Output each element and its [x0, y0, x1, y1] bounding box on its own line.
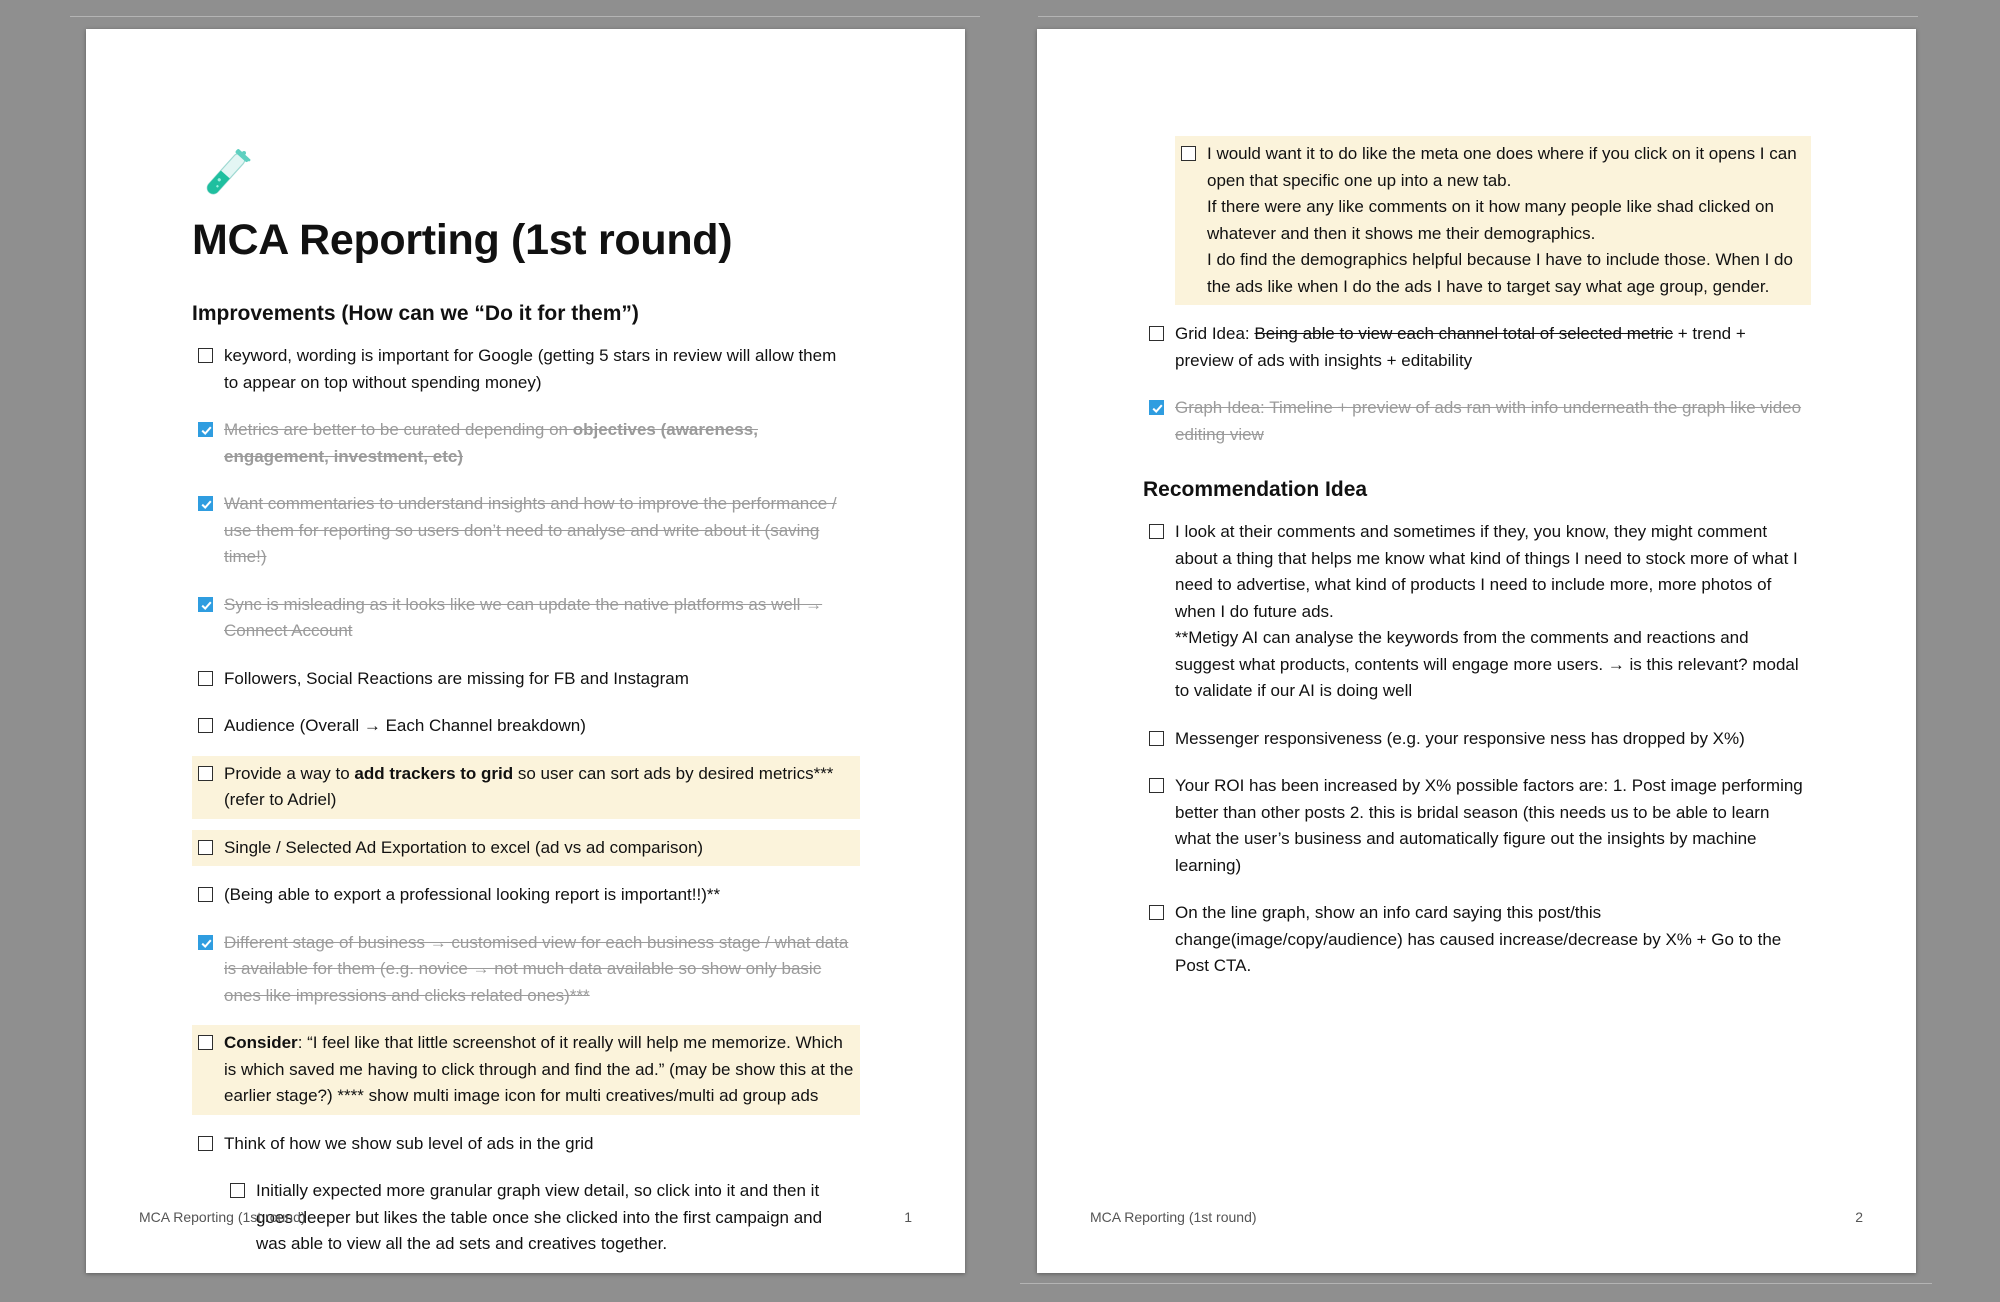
footer-title: MCA Reporting (1st round): [139, 1209, 306, 1225]
previous-page-edge: [1038, 16, 1918, 17]
checkbox[interactable]: [198, 840, 213, 855]
todo-item: [1143, 895, 1811, 985]
checkmark-icon: [199, 936, 214, 951]
next-page-edge: [1020, 1283, 1932, 1284]
todo-text: [256, 1181, 822, 1253]
todo-text-pre: Metrics are better to be curated depending on: [224, 420, 573, 439]
test-tube-icon: [192, 144, 256, 208]
todo-text: [1175, 773, 1805, 879]
checkbox-checked[interactable]: [198, 422, 213, 437]
todo-text-text: Want commentaries to understand insights and how to improve the performance / use them for reporting so users don’t need to analyse and write about it (saving time!): [224, 494, 837, 566]
todo-item: [192, 708, 860, 745]
todo-text: [224, 885, 720, 904]
checkmark-icon: [1150, 401, 1165, 416]
todo-text-text: (Being able to export a professional looking report is important!!)**: [224, 885, 721, 904]
document-page-2: [1037, 29, 1916, 1273]
todo-item: [192, 661, 860, 698]
checkbox[interactable]: [198, 671, 213, 686]
checkbox[interactable]: [1181, 146, 1196, 161]
todo-item: [1143, 768, 1811, 884]
todo-text-text: Followers, Social Reactions are missing for FB and Instagram: [224, 668, 689, 688]
page-title: MCA Reporting (1st round): [192, 216, 733, 264]
todo-text-pre: Provide a way to: [224, 763, 355, 783]
todo-text-bold: add trackers to grid: [354, 763, 514, 783]
recommendation-heading: Recommendation Idea: [1143, 478, 1368, 501]
todo-text: [1175, 900, 1805, 980]
page-number: 2: [1855, 1209, 1863, 1225]
checkbox[interactable]: [230, 1183, 245, 1198]
todo-item: [1143, 721, 1811, 758]
todo-item: [192, 338, 860, 401]
checkbox-checked[interactable]: [198, 597, 213, 612]
todo-text: [224, 420, 758, 466]
todo-text-text: Audience (Overall → Each Channel breakdown): [224, 716, 586, 735]
todo-text: [224, 494, 837, 566]
checkbox[interactable]: [198, 887, 213, 902]
checkbox[interactable]: [1149, 326, 1164, 341]
todo-text-suffix: + trend + preview of ads with insights + editability: [1175, 324, 1746, 370]
todo-item: [192, 756, 860, 819]
todo-item: [1143, 514, 1811, 710]
todo-line: I do find the demographics helpful because I have to include those. When I do the ads like when I do the ads I have to target say what age group, gender.: [1207, 250, 1793, 296]
todo-line: Your ROI has been increased by X% possible factors are: 1. Post image performing better than other posts 2. this is bridal season (this needs us to be able to learn what the user’s business and automatically figure out the insights by machine learning): [1175, 776, 1803, 875]
todo-text-text: Think of how we show sub level of ads in the grid: [224, 1133, 594, 1153]
checkbox[interactable]: [1149, 524, 1164, 539]
todo-line: If there were any like comments on it how many people like shad clicked on whatever and then it shows me their demographics.: [1207, 197, 1774, 243]
todo-item-graph-idea: [1143, 390, 1811, 453]
checkmark-icon: [199, 423, 214, 438]
todo-item: [192, 925, 860, 1015]
todo-text: [1207, 141, 1805, 300]
todo-text-text: Sync is misleading as it looks like we can update the native platforms as well → Connect Account: [224, 594, 823, 640]
todo-text-text: keyword, wording is important for Google (getting 5 stars in review will allow them to appear on top without spending money): [224, 346, 837, 392]
todo-line: On the line graph, show an info card saying this post/this change(image/copy/audience) has caused increase/decrease by X% + Go to the Post CTA.: [1175, 903, 1782, 975]
improvements-todo-list: [192, 338, 860, 1263]
todo-item: [192, 1025, 860, 1115]
todo-item: [192, 412, 860, 475]
checkbox[interactable]: [1149, 778, 1164, 793]
todo-text-text: Different stage of business → customised view for each business stage / what data is available for them (e.g. novice → not much data available so show only basic ones like impressions and clicks related ones)***: [224, 932, 849, 1005]
footer-title: MCA Reporting (1st round): [1090, 1209, 1257, 1225]
todo-text-struck: Being able to view each channel total of selected metric: [1254, 324, 1674, 343]
page-1-content: [192, 144, 860, 1274]
todo-text: [1175, 324, 1746, 370]
todo-item-grid-idea: [1143, 316, 1811, 379]
todo-text-prefix: Grid Idea:: [1175, 324, 1255, 343]
todo-text-bold: Consider: [224, 1033, 298, 1052]
todo-text: [1175, 519, 1805, 705]
checkbox-checked[interactable]: [198, 496, 213, 511]
todo-text: [224, 764, 833, 810]
checkbox-checked[interactable]: [1149, 400, 1164, 415]
checkmark-icon: [199, 598, 214, 613]
page-2-content: [1143, 136, 1811, 996]
todo-text-bold: objectives (awareness, engagement, investment, etc): [224, 420, 758, 466]
todo-text: [224, 838, 703, 857]
checkmark-icon: [199, 497, 214, 512]
document-page-1: [86, 29, 965, 1273]
todo-text: [224, 1033, 853, 1105]
todo-text-post: so user can sort ads by desired metrics*** (refer to Adriel): [224, 763, 834, 809]
checkbox[interactable]: [198, 1035, 213, 1050]
todo-item: [224, 1173, 860, 1263]
todo-text: [224, 346, 836, 392]
todo-line: I look at their comments and sometimes if they, you know, they might comment about a thing that helps me know what kind of things I need to stock more of what I need to advertise, what kind of products I need to include more, more photos of when I do future ads.: [1175, 522, 1798, 621]
checkbox[interactable]: [1149, 905, 1164, 920]
todo-text-text: Single / Selected Ad Exportation to excel (ad vs ad comparison): [224, 837, 704, 857]
checkbox[interactable]: [198, 348, 213, 363]
todo-text: [224, 933, 848, 1005]
recommendation-todo-list: [1143, 514, 1811, 985]
todo-line: Messenger responsiveness (e.g. your responsive ness has dropped by X%): [1175, 728, 1745, 748]
todo-text-post: : “I feel like that little screenshot of it really will help me memorize. Which is which saved me having to click through and find the ad.” (may be show this at the earlier stage?) **** show multi image icon for multi creatives/multi ad group ads: [224, 1033, 854, 1105]
checkbox[interactable]: [198, 1136, 213, 1151]
todo-text: [1175, 726, 1805, 753]
todo-item: [192, 587, 860, 650]
todo-text: [224, 1134, 593, 1153]
page-number: 1: [904, 1209, 912, 1225]
todo-item: [1175, 136, 1811, 305]
checkbox[interactable]: [198, 718, 213, 733]
todo-text-text: Initially expected more granular graph view detail, so click into it and then it goes deeper but likes the table once she clicked into the first campaign and was able to view all the ad sets and creatives together.: [256, 1181, 823, 1253]
todo-item: [192, 486, 860, 576]
todo-text: [224, 669, 689, 688]
todo-text: Graph Idea: Timeline + preview of ads ran with info underneath the graph like video editing view: [1175, 398, 1802, 444]
improvements-heading: Improvements (How can we “Do it for them”): [192, 302, 639, 325]
todo-line: **Metigy AI can analyse the keywords from the comments and reactions and suggest what products, contents will engage more users. → is this relevant? modal to validate if our AI is doing well: [1175, 628, 1799, 700]
todo-item: [192, 1126, 860, 1163]
checkbox[interactable]: [1149, 731, 1164, 746]
previous-page-edge: [70, 16, 980, 17]
todo-text: [224, 716, 586, 735]
checkbox-checked[interactable]: [198, 935, 213, 950]
todo-item: [192, 830, 860, 867]
checkbox[interactable]: [198, 766, 213, 781]
todo-line: I would want it to do like the meta one does where if you click on it opens I can open that specific one up into a new tab.: [1207, 144, 1797, 190]
todo-text: [224, 595, 822, 641]
todo-item: [192, 877, 860, 914]
